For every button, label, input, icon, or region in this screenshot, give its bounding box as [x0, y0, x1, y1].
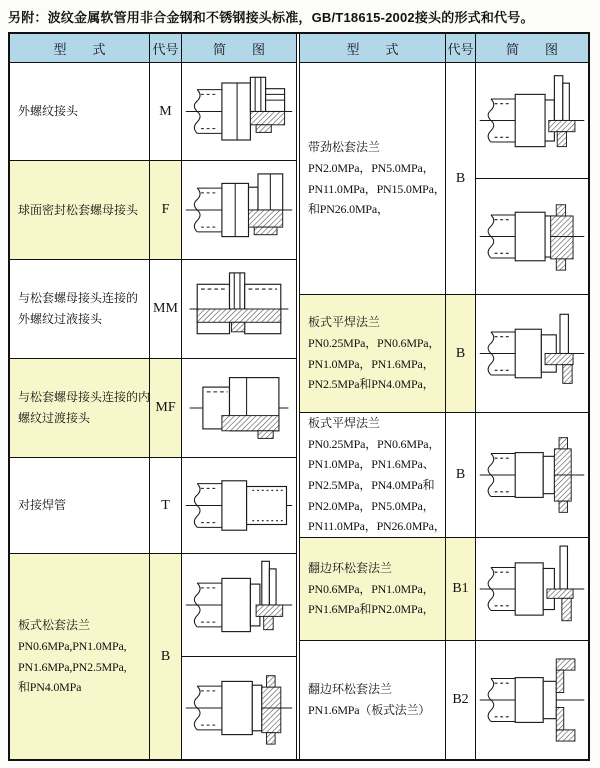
- type-text: 翻边环松套法兰: [308, 682, 393, 697]
- diagram-flat-weld-plate-flange: [476, 295, 588, 412]
- pressure-rating-text: 和PN26.0MPa，: [308, 202, 389, 217]
- table-row-mm-adapter: [10, 260, 296, 359]
- type-text: 与松套螺母接头连接的内: [18, 390, 151, 405]
- table-row-flat-weld-flange-b: [300, 413, 588, 538]
- diagram-cell: [476, 413, 588, 537]
- page-title: 另附：波纹金属软管用非合金钢和不锈钢接头标准，GB/T18615-2002接头的形式和代号。: [8, 10, 534, 25]
- table-row-flat-weld-flange-a: [300, 295, 588, 413]
- type-cell: [300, 63, 446, 294]
- column-header-code: 代号: [150, 34, 182, 62]
- pressure-rating-text: PN1.6MPa和PN2.0MPa，: [308, 602, 435, 617]
- type-cell: [10, 260, 150, 358]
- diagram-flanged-ring-loose-plate-flange: [476, 641, 588, 759]
- code-cell: M: [150, 63, 182, 160]
- diagram-butt-weld-pipe: [182, 458, 296, 553]
- pressure-rating-text: PN2.0MPa，PN5.0MPa，: [308, 160, 435, 175]
- pressure-rating-text: PN2.5MPa，PN4.0MPa和: [308, 478, 435, 492]
- type-text: 螺纹过渡接头: [18, 411, 91, 425]
- type-cell: [10, 161, 150, 259]
- pressure-rating-text: PN0.25MPa，PN0.6MPa，: [308, 436, 441, 451]
- code-cell: B1: [446, 538, 476, 640]
- code-cell: T: [150, 458, 182, 553]
- type-text: 板式松套法兰: [18, 618, 91, 633]
- diagram-cell: [182, 161, 296, 259]
- type-text: 带劲松套法兰: [308, 140, 381, 155]
- diagram-cell: [476, 538, 588, 640]
- diagram-spherical-seal-loose-nut-fitting: [182, 161, 296, 259]
- type-cell: [10, 63, 150, 160]
- pressure-rating-text: PN1.0MPa，PN1.6MPa，: [308, 356, 435, 371]
- pressure-rating-text: PN11.0MPa，PN15.0MPa，: [308, 181, 446, 196]
- table-row-mf-adapter: [10, 359, 296, 458]
- diagram-plate-loose-flange-view-1: [182, 554, 296, 656]
- type-text: 对接焊管: [18, 498, 67, 513]
- table-row-neck-loose-flange: [300, 63, 588, 295]
- fittings-table-left-half: [10, 34, 297, 759]
- code-cell: B: [446, 295, 476, 412]
- type-text: 外螺纹过液接头: [18, 312, 103, 326]
- diagram-external-thread-fitting: [182, 63, 296, 160]
- diagram-cell: [182, 554, 296, 759]
- table-row-flanged-ring-b1: [300, 538, 588, 641]
- diagram-cell: [182, 63, 296, 160]
- pressure-rating-text: PN0.6MPa，PN1.0MPa，: [308, 581, 435, 596]
- code-cell: B: [150, 554, 182, 759]
- code-cell: B: [446, 413, 476, 537]
- pressure-rating-text: PN1.6MPa,PN2.5MPa,: [18, 659, 127, 674]
- table-row-plate-loose-flange: [10, 554, 296, 759]
- type-cell: [10, 554, 150, 759]
- pressure-rating-text: PN2.5MPa和PN4.0MPa，: [308, 377, 435, 392]
- pressure-rating-text: PN0.6MPa,PN1.0MPa,: [18, 638, 127, 653]
- type-text: 板式平焊法兰: [308, 315, 381, 330]
- type-text: 球面密封松套螺母接头: [18, 202, 139, 217]
- pressure-rating-text: 和PN4.0MPa: [18, 680, 82, 695]
- type-cell: [300, 538, 446, 640]
- code-cell: B: [446, 63, 476, 294]
- pressure-rating-text: PN11.0MPa，PN26.0MPa，: [308, 519, 446, 534]
- diagram-cell: [476, 63, 588, 294]
- diagram-plate-loose-flange-view-2: [182, 656, 296, 759]
- table-row-butt-weld: [10, 458, 296, 554]
- code-cell: B2: [446, 641, 476, 759]
- type-cell: [10, 359, 150, 457]
- fittings-table-right-half: [299, 34, 588, 759]
- type-cell: [10, 458, 150, 553]
- type-cell: [300, 413, 446, 537]
- diagram-neck-loose-flange-view-1: [476, 63, 588, 178]
- table-row-flanged-ring-b2: [300, 641, 588, 759]
- column-header-code: 代号: [446, 34, 476, 62]
- type-cell: [300, 295, 446, 412]
- type-text: 翻边环松套法兰: [308, 561, 393, 576]
- diagram-cell: [476, 295, 588, 412]
- table-row-external-thread: [10, 63, 296, 161]
- diagram-flat-weld-flange-section: [476, 413, 588, 537]
- code-cell: F: [150, 161, 182, 259]
- diagram-neck-loose-flange-view-2: [476, 178, 588, 294]
- column-header-type: 型 式: [10, 34, 150, 62]
- type-text: 外螺纹接头: [18, 104, 79, 119]
- diagram-external-thread-adapter-nipple: [182, 260, 296, 358]
- code-cell: MM: [150, 260, 182, 358]
- pressure-rating-text: PN2.0MPa，PN5.0MPa，: [308, 498, 435, 513]
- pressure-rating-text: PN0.25MPa，PN0.6MPa，: [308, 335, 441, 350]
- code-cell: MF: [150, 359, 182, 457]
- pressure-rating-text: PN1.0MPa，PN1.6MPa、: [308, 457, 435, 472]
- type-text: 与松套螺母接头连接的: [18, 291, 139, 306]
- pressure-rating-text: PN1.6MPa（板式法兰）: [308, 703, 431, 717]
- diagram-cell: [182, 359, 296, 457]
- diagram-cell: [182, 260, 296, 358]
- diagram-cell: [182, 458, 296, 553]
- fittings-table: [8, 32, 590, 761]
- table-row-spherical-seal-nut: [10, 161, 296, 260]
- diagram-internal-thread-adapter: [182, 359, 296, 457]
- column-header-type: 型 式: [300, 34, 446, 62]
- table-header-row: [300, 34, 588, 63]
- table-header-row: [10, 34, 296, 63]
- column-header-diagram: 简 图: [182, 34, 296, 62]
- diagram-flanged-ring-loose-flange: [476, 538, 588, 640]
- type-cell: [300, 641, 446, 759]
- diagram-cell: [476, 641, 588, 759]
- column-header-diagram: 简 图: [476, 34, 588, 62]
- type-text: 板式平焊法兰: [308, 416, 381, 431]
